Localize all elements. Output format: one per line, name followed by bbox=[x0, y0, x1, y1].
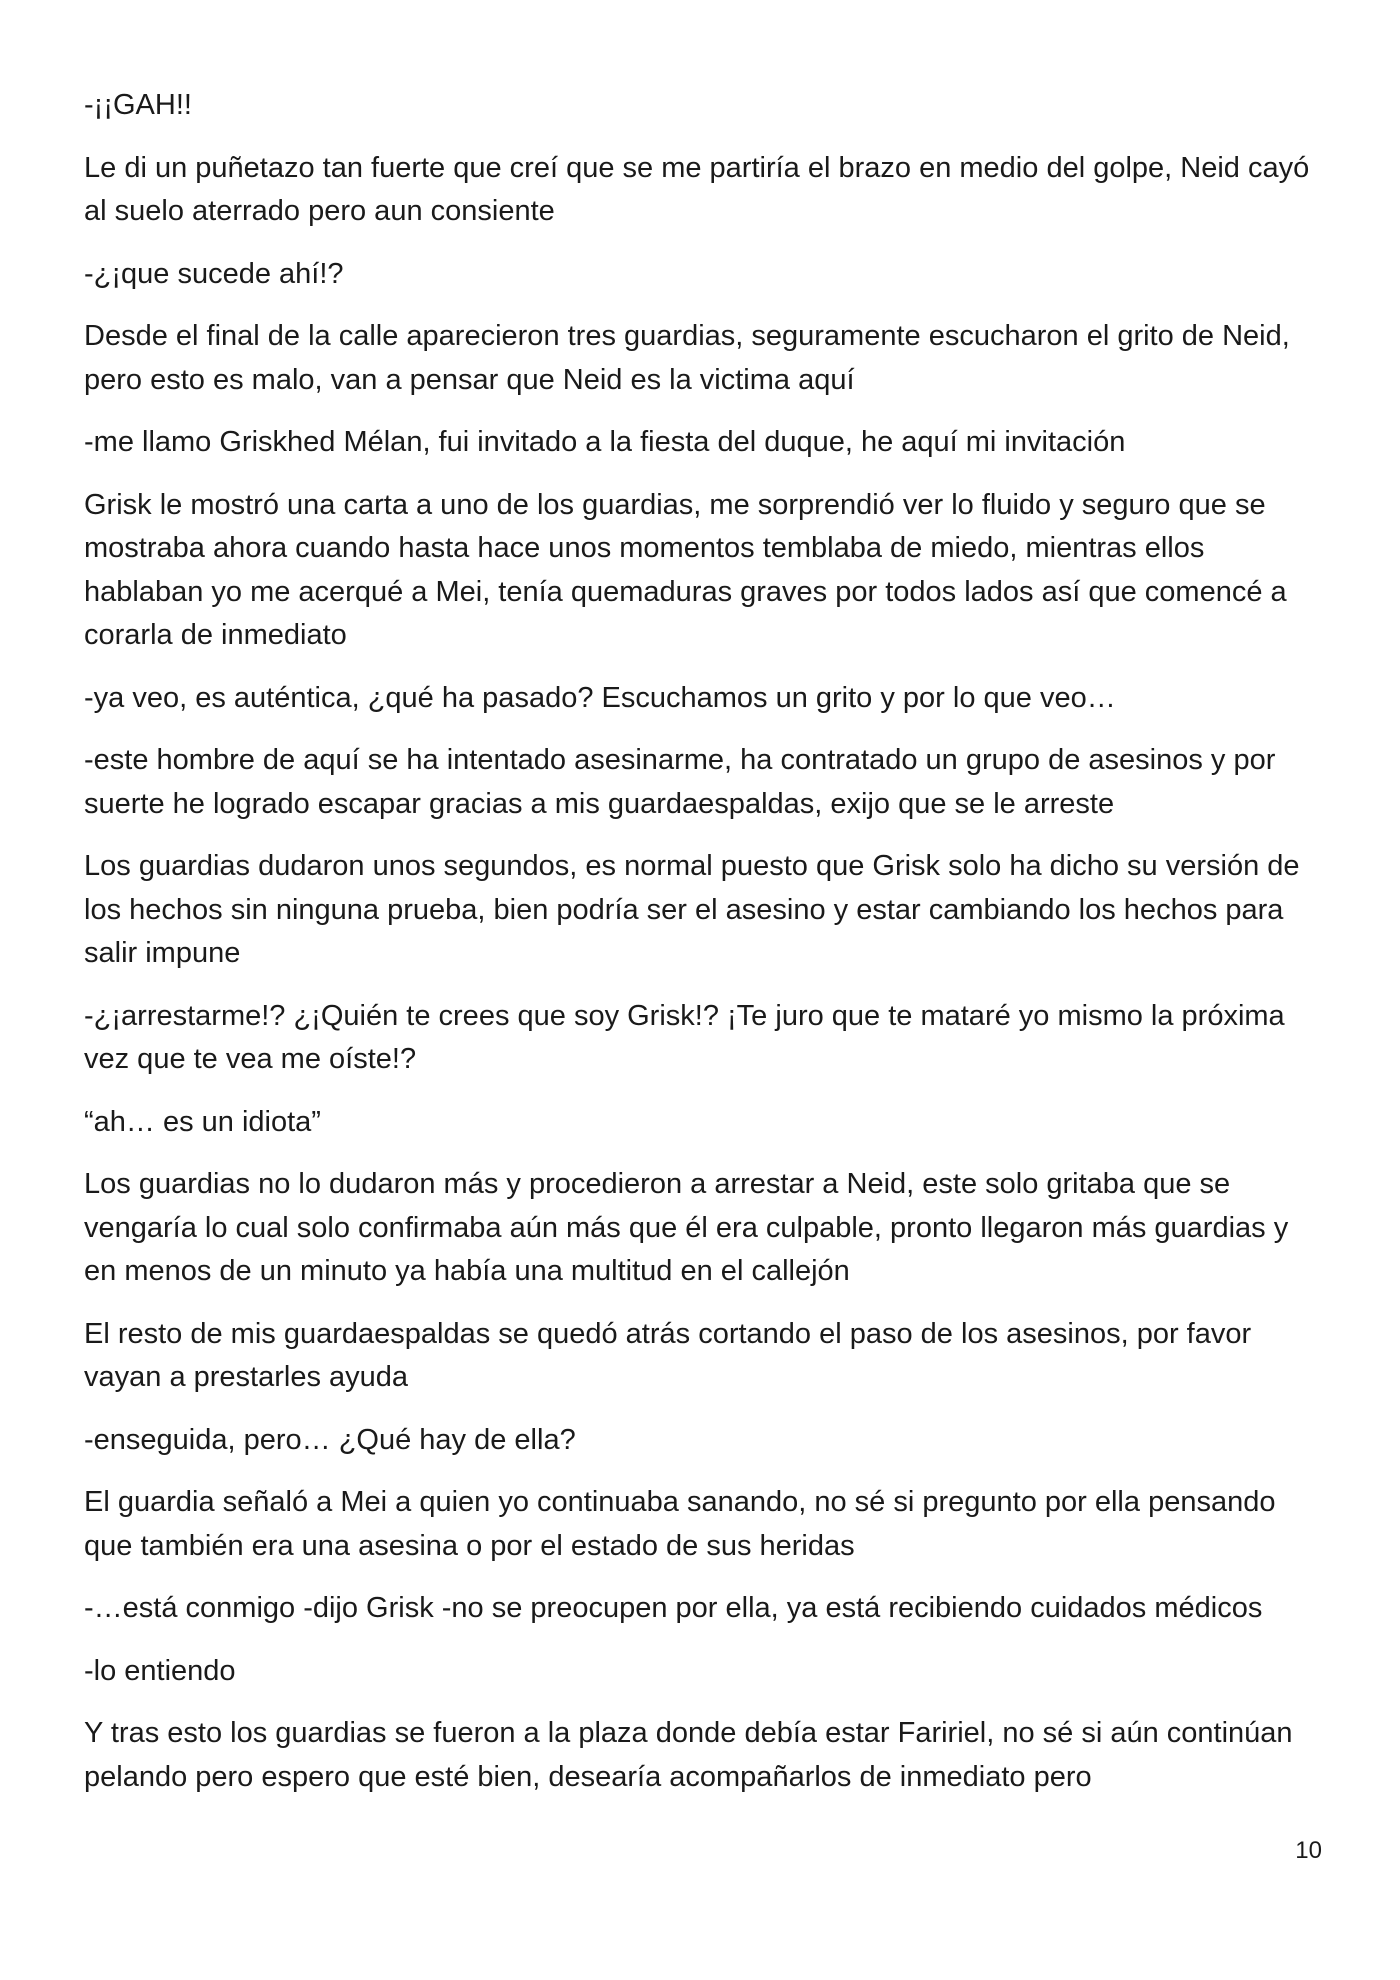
paragraph-13: El resto de mis guardaespaldas se quedó atrás cortando el paso de los asesinos, por favor vayan a prestarles ayuda bbox=[84, 1317, 1252, 1393]
paragraph-9: Los guardias dudaron unos segundos, es normal puesto que Grisk solo ha dicho su versión de los hechos sin ninguna prueba, bien podría ser el asesino y estar cambiando los hechos para salir impune bbox=[84, 850, 1300, 969]
paragraph-5: -me llamo Griskhed Mélan, fui invitado a la fiesta del duque, he aquí mi invitación bbox=[84, 426, 1126, 458]
paragraph-18: Y tras esto los guardias se fueron a la plaza donde debía estar Faririel, no sé si aún continúan pelando pero espero que esté bien, desearía acompañarlos de inmediato pero bbox=[84, 1717, 1293, 1793]
page-number: 10 bbox=[1295, 1837, 1322, 1864]
paragraph-7: -ya veo, es auténtica, ¿qué ha pasado? Escuchamos un grito y por lo que veo… bbox=[84, 681, 1116, 714]
paragraph-16: -…está conmigo -dijo Grisk -no se preocupen por ella, ya está recibiendo cuidados médicos bbox=[84, 1592, 1263, 1624]
paragraph-11: “ah… es un idiota” bbox=[84, 1105, 321, 1138]
paragraph-3: -¿¡que sucede ahí!? bbox=[84, 257, 344, 290]
paragraph-6: Grisk le mostró una carta a uno de los guardias, me sorprendió ver lo fluido y seguro que se mostraba ahora cuando hasta hace unos momentos temblaba de miedo, mientras ellos hablaban yo me acerqué a Mei, tenía quemaduras graves por todos lados así que comencé a corarla de inmediato bbox=[84, 488, 1287, 651]
paragraph-4: Desde el final de la calle aparecieron tres guardias, seguramente escucharon el grito de Neid, pero esto es malo, van a pensar que Neid es la victima aquí bbox=[84, 320, 1290, 396]
body-text bbox=[84, 84, 1324, 1818]
paragraph-15: El guardia señaló a Mei a quien yo continuaba sanando, no sé si pregunto por ella pensando que también era una asesina o por el estado de sus heridas bbox=[84, 1486, 1276, 1562]
paragraph-17: -lo entiendo bbox=[84, 1654, 236, 1687]
paragraph-12: Los guardias no lo dudaron más y procedieron a arrestar a Neid, este solo gritaba que se vengaría lo cual solo confirmaba aún más que él era culpable, pronto llegaron más guardias y en menos de un minuto ya había una multitud en el callejón bbox=[84, 1168, 1289, 1287]
paragraph-14: -enseguida, pero… ¿Qué hay de ella? bbox=[84, 1423, 576, 1456]
paragraph-8: -este hombre de aquí se ha intentado asesinarme, ha contratado un grupo de asesinos y por suerte he logrado escapar gracias a mis guardaespaldas, exijo que se le arreste bbox=[84, 744, 1276, 820]
paragraph-1: -¡¡GAH!! bbox=[84, 89, 192, 121]
paragraph-10: -¿¡arrestarme!? ¿¡Quién te crees que soy Grisk!? ¡Te juro que te mataré yo mismo la próxima vez que te vea me oíste!? bbox=[84, 999, 1285, 1075]
paragraph-2: Le di un puñetazo tan fuerte que creí que se me partiría el brazo en medio del golpe, Neid cayó al suelo aterrado pero aun consiente bbox=[84, 151, 1310, 227]
